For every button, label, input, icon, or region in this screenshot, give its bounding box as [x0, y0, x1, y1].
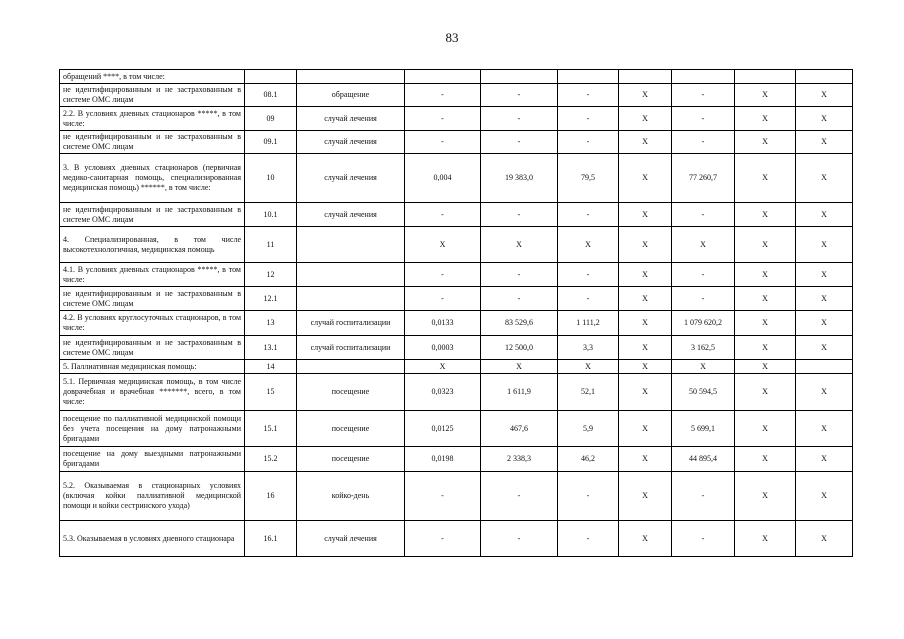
- cell-norm-volume: 0,0323: [405, 374, 481, 411]
- cell-cost-per-unit: -: [481, 107, 558, 131]
- cell-norm-volume: -: [405, 287, 481, 311]
- cell-sum-budget: -: [672, 107, 735, 131]
- cell-line-number: 10.1: [245, 203, 297, 227]
- cell-per-capita-budget: 52,1: [558, 374, 619, 411]
- cell-indicator: 5. Паллиативная медицинская помощь:: [60, 360, 245, 374]
- cell-total: Х: [796, 131, 853, 154]
- cell-total: Х: [796, 287, 853, 311]
- cell-line-number: 11: [245, 227, 297, 263]
- cell-per-capita-budget: -: [558, 131, 619, 154]
- cell-norm-volume: -: [405, 521, 481, 557]
- table-row: [60, 107, 853, 131]
- cell-sum-oms: Х: [735, 84, 796, 107]
- table-row: [60, 154, 853, 203]
- cell-per-capita-oms: Х: [619, 521, 672, 557]
- cell-unit: случай лечения: [297, 107, 405, 131]
- cell-per-capita-budget: -: [558, 472, 619, 521]
- cell-total: Х: [796, 374, 853, 411]
- cell-total: Х: [796, 521, 853, 557]
- table-row: [60, 374, 853, 411]
- cell-cost-per-unit: -: [481, 203, 558, 227]
- cell-norm-volume: 0,004: [405, 154, 481, 203]
- cell-line-number: [245, 70, 297, 84]
- cell-unit: посещение: [297, 411, 405, 447]
- cell-line-number: 12: [245, 263, 297, 287]
- cell-norm-volume: -: [405, 263, 481, 287]
- cell-sum-budget: 50 594,5: [672, 374, 735, 411]
- cell-total: Х: [796, 154, 853, 203]
- cell-sum-oms: Х: [735, 227, 796, 263]
- cell-indicator: не идентифицированным и не застрахованным в системе ОМС лицам: [60, 131, 245, 154]
- cell-per-capita-budget: -: [558, 107, 619, 131]
- cell-unit: случай лечения: [297, 203, 405, 227]
- table-row: [60, 411, 853, 447]
- cell-line-number: 10: [245, 154, 297, 203]
- cell-total: Х: [796, 227, 853, 263]
- cell-sum-oms: Х: [735, 107, 796, 131]
- cell-sum-budget: [672, 70, 735, 84]
- cell-sum-budget: -: [672, 472, 735, 521]
- cell-per-capita-budget: -: [558, 263, 619, 287]
- cell-indicator: посещение по паллиативной медицинской помощи без учета посещения на дому патронажными бригадами: [60, 411, 245, 447]
- cell-indicator: 5.2. Оказываемая в стационарных условиях (включая койки паллиативной медицинской помощи и койки сестринского ухода): [60, 472, 245, 521]
- cell-per-capita-oms: Х: [619, 411, 672, 447]
- cell-line-number: 08.1: [245, 84, 297, 107]
- cell-per-capita-oms: Х: [619, 107, 672, 131]
- cell-sum-oms: Х: [735, 447, 796, 472]
- cell-per-capita-oms: Х: [619, 447, 672, 472]
- cell-line-number: 09.1: [245, 131, 297, 154]
- cell-unit: [297, 227, 405, 263]
- cell-sum-oms: Х: [735, 263, 796, 287]
- cell-unit: посещение: [297, 447, 405, 472]
- cell-cost-per-unit: Х: [481, 227, 558, 263]
- cell-total: Х: [796, 472, 853, 521]
- table-row: [60, 521, 853, 557]
- cell-per-capita-oms: Х: [619, 360, 672, 374]
- cell-per-capita-oms: Х: [619, 203, 672, 227]
- cell-indicator: не идентифицированным и не застрахованным в системе ОМС лицам: [60, 203, 245, 227]
- cell-per-capita-budget: 1 111,2: [558, 311, 619, 336]
- cell-line-number: 13: [245, 311, 297, 336]
- table-row: [60, 311, 853, 336]
- cell-per-capita-budget: -: [558, 84, 619, 107]
- cell-unit: случай лечения: [297, 131, 405, 154]
- table-row: [60, 287, 853, 311]
- cell-indicator: 4.2. В условиях круглосуточных стационаров, в том числе:: [60, 311, 245, 336]
- cell-norm-volume: Х: [405, 227, 481, 263]
- cell-norm-volume: [405, 70, 481, 84]
- cell-cost-per-unit: [481, 70, 558, 84]
- cell-cost-per-unit: -: [481, 472, 558, 521]
- cell-norm-volume: -: [405, 84, 481, 107]
- cell-norm-volume: 0,0133: [405, 311, 481, 336]
- cell-line-number: 13.1: [245, 336, 297, 360]
- cell-per-capita-oms: Х: [619, 131, 672, 154]
- cell-sum-oms: Х: [735, 203, 796, 227]
- cell-unit: обращение: [297, 84, 405, 107]
- cell-line-number: 15.1: [245, 411, 297, 447]
- cell-cost-per-unit: -: [481, 263, 558, 287]
- cell-unit: случай госпитализации: [297, 336, 405, 360]
- table-row: [60, 131, 853, 154]
- cell-sum-budget: Х: [672, 227, 735, 263]
- cell-unit: случай госпитализации: [297, 311, 405, 336]
- cell-cost-per-unit: 12 500,0: [481, 336, 558, 360]
- cell-cost-per-unit: 2 338,3: [481, 447, 558, 472]
- cell-unit: [297, 263, 405, 287]
- cell-sum-budget: 44 895,4: [672, 447, 735, 472]
- cell-total: Х: [796, 107, 853, 131]
- cell-per-capita-budget: 3,3: [558, 336, 619, 360]
- cell-norm-volume: 0,0003: [405, 336, 481, 360]
- cell-indicator: 5.1. Первичная медицинская помощь, в том числе доврачебная и врачебная *******, всего, в том числе:: [60, 374, 245, 411]
- cell-sum-budget: -: [672, 203, 735, 227]
- table-row: [60, 70, 853, 84]
- table-row: [60, 336, 853, 360]
- cell-per-capita-budget: -: [558, 287, 619, 311]
- cell-sum-budget: 1 079 620,2: [672, 311, 735, 336]
- cell-norm-volume: -: [405, 472, 481, 521]
- cell-per-capita-budget: 46,2: [558, 447, 619, 472]
- cell-unit: [297, 70, 405, 84]
- cell-sum-oms: Х: [735, 360, 796, 374]
- table-row: [60, 472, 853, 521]
- cell-cost-per-unit: -: [481, 131, 558, 154]
- table-row: [60, 227, 853, 263]
- cell-sum-budget: -: [672, 263, 735, 287]
- table-row: [60, 203, 853, 227]
- cell-per-capita-oms: Х: [619, 311, 672, 336]
- cell-per-capita-oms: Х: [619, 472, 672, 521]
- table-row: [60, 360, 853, 374]
- cell-line-number: 09: [245, 107, 297, 131]
- cell-total: Х: [796, 311, 853, 336]
- cell-cost-per-unit: 1 611,9: [481, 374, 558, 411]
- cell-cost-per-unit: Х: [481, 360, 558, 374]
- cell-indicator: 4. Специализированная, в том числе высокотехнологичная, медицинская помощь: [60, 227, 245, 263]
- cell-total: [796, 360, 853, 374]
- cell-total: Х: [796, 411, 853, 447]
- cell-total: Х: [796, 263, 853, 287]
- cell-sum-budget: -: [672, 131, 735, 154]
- cell-per-capita-budget: 5,9: [558, 411, 619, 447]
- cell-indicator: 5.3. Оказываемая в условиях дневного стационара: [60, 521, 245, 557]
- cell-total: Х: [796, 84, 853, 107]
- cell-line-number: 14: [245, 360, 297, 374]
- cell-sum-budget: -: [672, 84, 735, 107]
- cell-per-capita-oms: Х: [619, 336, 672, 360]
- cell-sum-budget: 3 162,5: [672, 336, 735, 360]
- cell-sum-budget: 77 260,7: [672, 154, 735, 203]
- cell-cost-per-unit: 467,6: [481, 411, 558, 447]
- cell-sum-oms: Х: [735, 374, 796, 411]
- cell-sum-oms: Х: [735, 154, 796, 203]
- cell-per-capita-oms: Х: [619, 263, 672, 287]
- cell-per-capita-budget: -: [558, 521, 619, 557]
- page-number: 83: [445, 30, 459, 45]
- cell-per-capita-oms: Х: [619, 374, 672, 411]
- cell-sum-oms: Х: [735, 311, 796, 336]
- cell-sum-oms: Х: [735, 287, 796, 311]
- cell-total: [796, 70, 853, 84]
- cell-per-capita-oms: Х: [619, 227, 672, 263]
- cell-per-capita-oms: [619, 70, 672, 84]
- cell-norm-volume: 0,0198: [405, 447, 481, 472]
- cell-cost-per-unit: 83 529,6: [481, 311, 558, 336]
- cell-line-number: 16: [245, 472, 297, 521]
- cell-per-capita-budget: -: [558, 203, 619, 227]
- cell-per-capita-budget: [558, 70, 619, 84]
- cell-norm-volume: -: [405, 107, 481, 131]
- cell-indicator: 2.2. В условиях дневных стационаров *****, в том числе:: [60, 107, 245, 131]
- cell-norm-volume: -: [405, 203, 481, 227]
- cell-indicator: 4.1. В условиях дневных стационаров *****, в том числе:: [60, 263, 245, 287]
- cell-sum-oms: Х: [735, 336, 796, 360]
- cell-cost-per-unit: -: [481, 84, 558, 107]
- data-table: [59, 69, 853, 557]
- cell-unit: посещение: [297, 374, 405, 411]
- cell-norm-volume: Х: [405, 360, 481, 374]
- cell-unit: [297, 287, 405, 311]
- cell-sum-oms: Х: [735, 521, 796, 557]
- cell-norm-volume: 0,0125: [405, 411, 481, 447]
- cell-indicator: не идентифицированным и не застрахованным в системе ОМС лицам: [60, 84, 245, 107]
- cell-unit: случай лечения: [297, 154, 405, 203]
- cell-sum-budget: 5 699,1: [672, 411, 735, 447]
- cell-total: Х: [796, 447, 853, 472]
- cell-sum-budget: Х: [672, 360, 735, 374]
- cell-line-number: 16.1: [245, 521, 297, 557]
- cell-per-capita-oms: Х: [619, 154, 672, 203]
- cell-total: Х: [796, 336, 853, 360]
- cell-per-capita-oms: Х: [619, 84, 672, 107]
- cell-sum-oms: Х: [735, 131, 796, 154]
- cell-per-capita-budget: Х: [558, 227, 619, 263]
- cell-cost-per-unit: -: [481, 287, 558, 311]
- table-row: [60, 447, 853, 472]
- cell-cost-per-unit: -: [481, 521, 558, 557]
- cell-sum-oms: Х: [735, 472, 796, 521]
- cell-per-capita-budget: Х: [558, 360, 619, 374]
- cell-unit: случай лечения: [297, 521, 405, 557]
- cell-sum-budget: -: [672, 521, 735, 557]
- cell-total: Х: [796, 203, 853, 227]
- table-row: [60, 84, 853, 107]
- cell-indicator: обращений ****, в том числе:: [60, 70, 245, 84]
- cell-line-number: 15: [245, 374, 297, 411]
- cell-indicator: не идентифицированным и не застрахованным в системе ОМС лицам: [60, 336, 245, 360]
- cell-unit: [297, 360, 405, 374]
- cell-indicator: 3. В условиях дневных стационаров (первичная медико-санитарная помощь, специализированная медицинская помощь) ******, в том числе:: [60, 154, 245, 203]
- cell-unit: койко-день: [297, 472, 405, 521]
- cell-cost-per-unit: 19 383,0: [481, 154, 558, 203]
- cell-norm-volume: -: [405, 131, 481, 154]
- cell-per-capita-budget: 79,5: [558, 154, 619, 203]
- cell-sum-oms: Х: [735, 411, 796, 447]
- cell-line-number: 15.2: [245, 447, 297, 472]
- cell-sum-budget: -: [672, 287, 735, 311]
- table-row: [60, 263, 853, 287]
- cell-indicator: посещение на дому выездными патронажными бригадами: [60, 447, 245, 472]
- cell-line-number: 12.1: [245, 287, 297, 311]
- cell-per-capita-oms: Х: [619, 287, 672, 311]
- cell-indicator: не идентифицированным и не застрахованным в системе ОМС лицам: [60, 287, 245, 311]
- cell-sum-oms: [735, 70, 796, 84]
